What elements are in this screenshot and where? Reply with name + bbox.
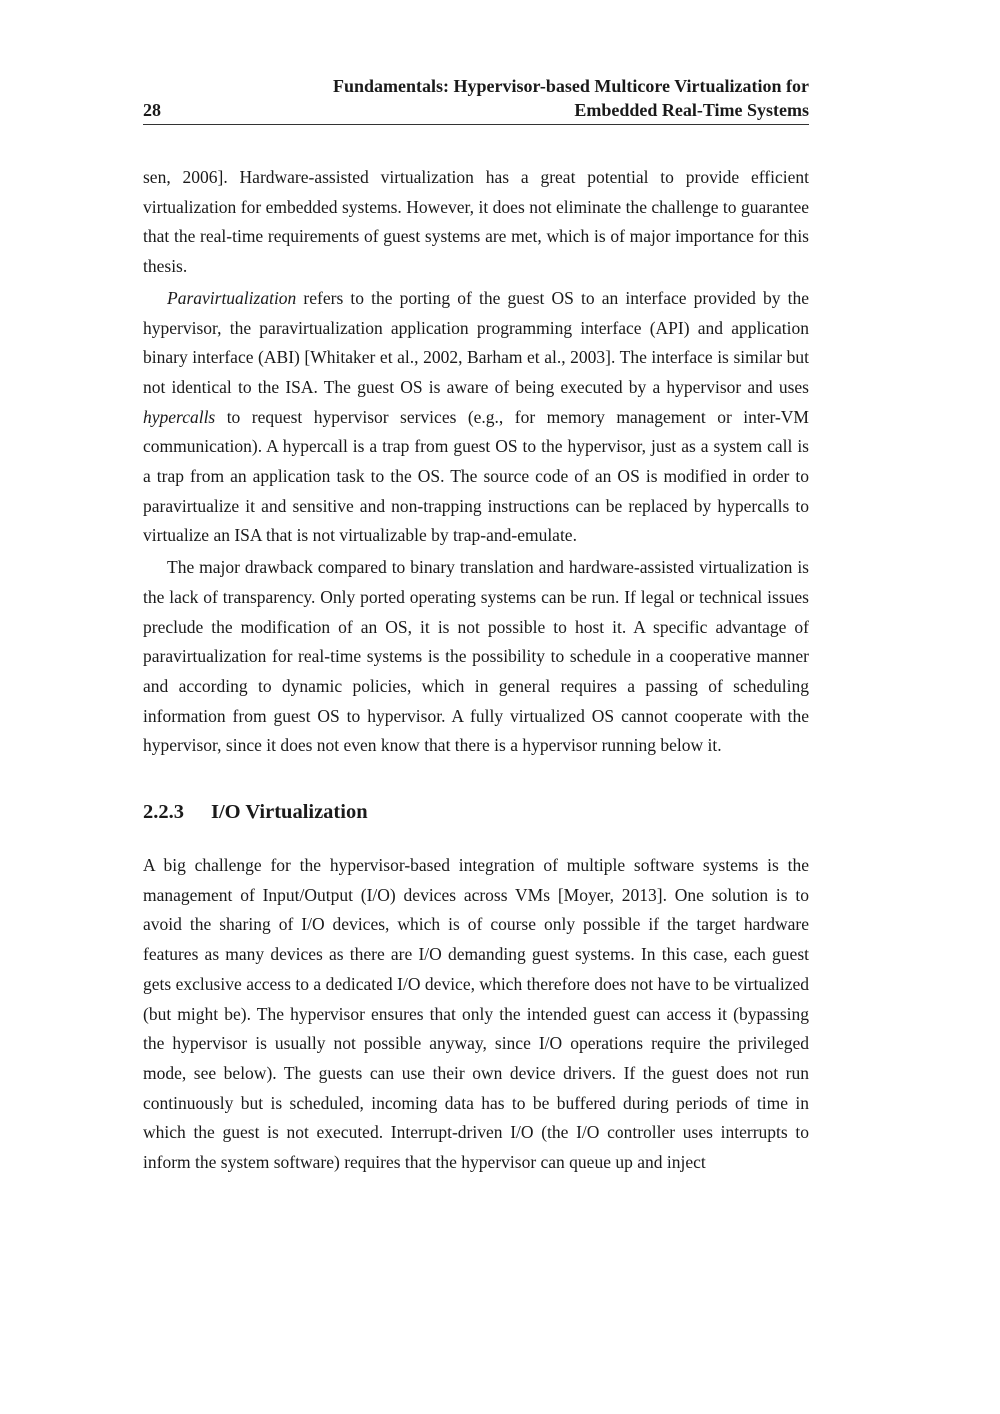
running-title	[333, 74, 809, 122]
paragraph-3: The major drawback compared to binary translation and hardware-assisted virtualization is the lack of transparency. Only ported operating systems can be run. If legal or technical issues preclude the modification of an OS, it is not possible to host it. A specific advantage of paravirtualization for real-time systems is the possibility to schedule in a cooperative manner and according to dynamic policies, which in general requires a passing of scheduling information from guest OS to hypervisor. A fully virtualized OS cannot cooperate with the hypervisor, since it does not even know that there is a hypervisor running below it.	[143, 557, 809, 756]
running-title-line-1: Fundamentals: Hypervisor-based Multicore Virtualization for	[333, 76, 809, 96]
paragraph-4: A big challenge for the hypervisor-based integration of multiple software systems is the management of Input/Output (I/O) devices across VMs [Moyer, 2013]. One solution is to avoid the sharing of I/O devices, which is of course only possible if the target hardware features as many devices as there are I/O demanding guest systems. In this case, each guest gets exclusive access to a dedicated I/O device, which therefore does not have to be virtualized (but might be). The hypervisor ensures that only the intended guest can access it (bypassing the hypervisor is usually not possible anyway, since I/O operations require the privileged mode, see below). The guests can use their own device drivers. If the guest does not run continuously but is scheduled, incoming data has to be buffered during periods of time in which the guest is not executed. Interrupt-driven I/O (the I/O controller uses interrupts to inform the system software) requires that the hypervisor can queue up and inject	[143, 855, 809, 1173]
section-title: I/O Virtualization	[211, 801, 368, 824]
term-hypercalls: hypercalls	[143, 406, 216, 427]
page-number: 28	[143, 100, 161, 120]
section-number: 2.2.3	[143, 801, 184, 824]
paragraph-2-part-a: refers to the porting of the guest OS to an interface provided by the hypervisor, the paravirtualization application programming interface (API) and application binary interface (ABI) [Whitaker et al., 2002, Barham et al., 2003]. The interface is similar but not identical to the ISA. The guest OS is aware of being executed by a hypervisor and uses	[143, 287, 809, 397]
body-text	[143, 163, 809, 1178]
paragraph-2	[143, 284, 809, 551]
paragraph-2-part-b: to request hypervisor services (e.g., for memory management or inter-VM communication). A hypercall is a trap from guest OS to the hypervisor, just as a system call is a trap from an application task to the OS. The source code of an OS is modified in order to paravirtualize it and sensitive and non-trapping instructions can be replaced by hypercalls to virtualize an ISA that is not virtualizable by trap-and-emulate.	[143, 406, 809, 546]
running-header	[143, 74, 809, 125]
running-title-line-2: Embedded Real-Time Systems	[574, 100, 809, 120]
paragraph-1: sen, 2006]. Hardware-assisted virtualization has a great potential to provide efficient virtualization for embedded systems. However, it does not eliminate the challenge to guarantee that the real-time requirements of guest systems are met, which is of major importance for this thesis.	[143, 167, 809, 277]
section-heading	[143, 798, 809, 826]
term-paravirtualization: Paravirtualization	[167, 287, 297, 308]
